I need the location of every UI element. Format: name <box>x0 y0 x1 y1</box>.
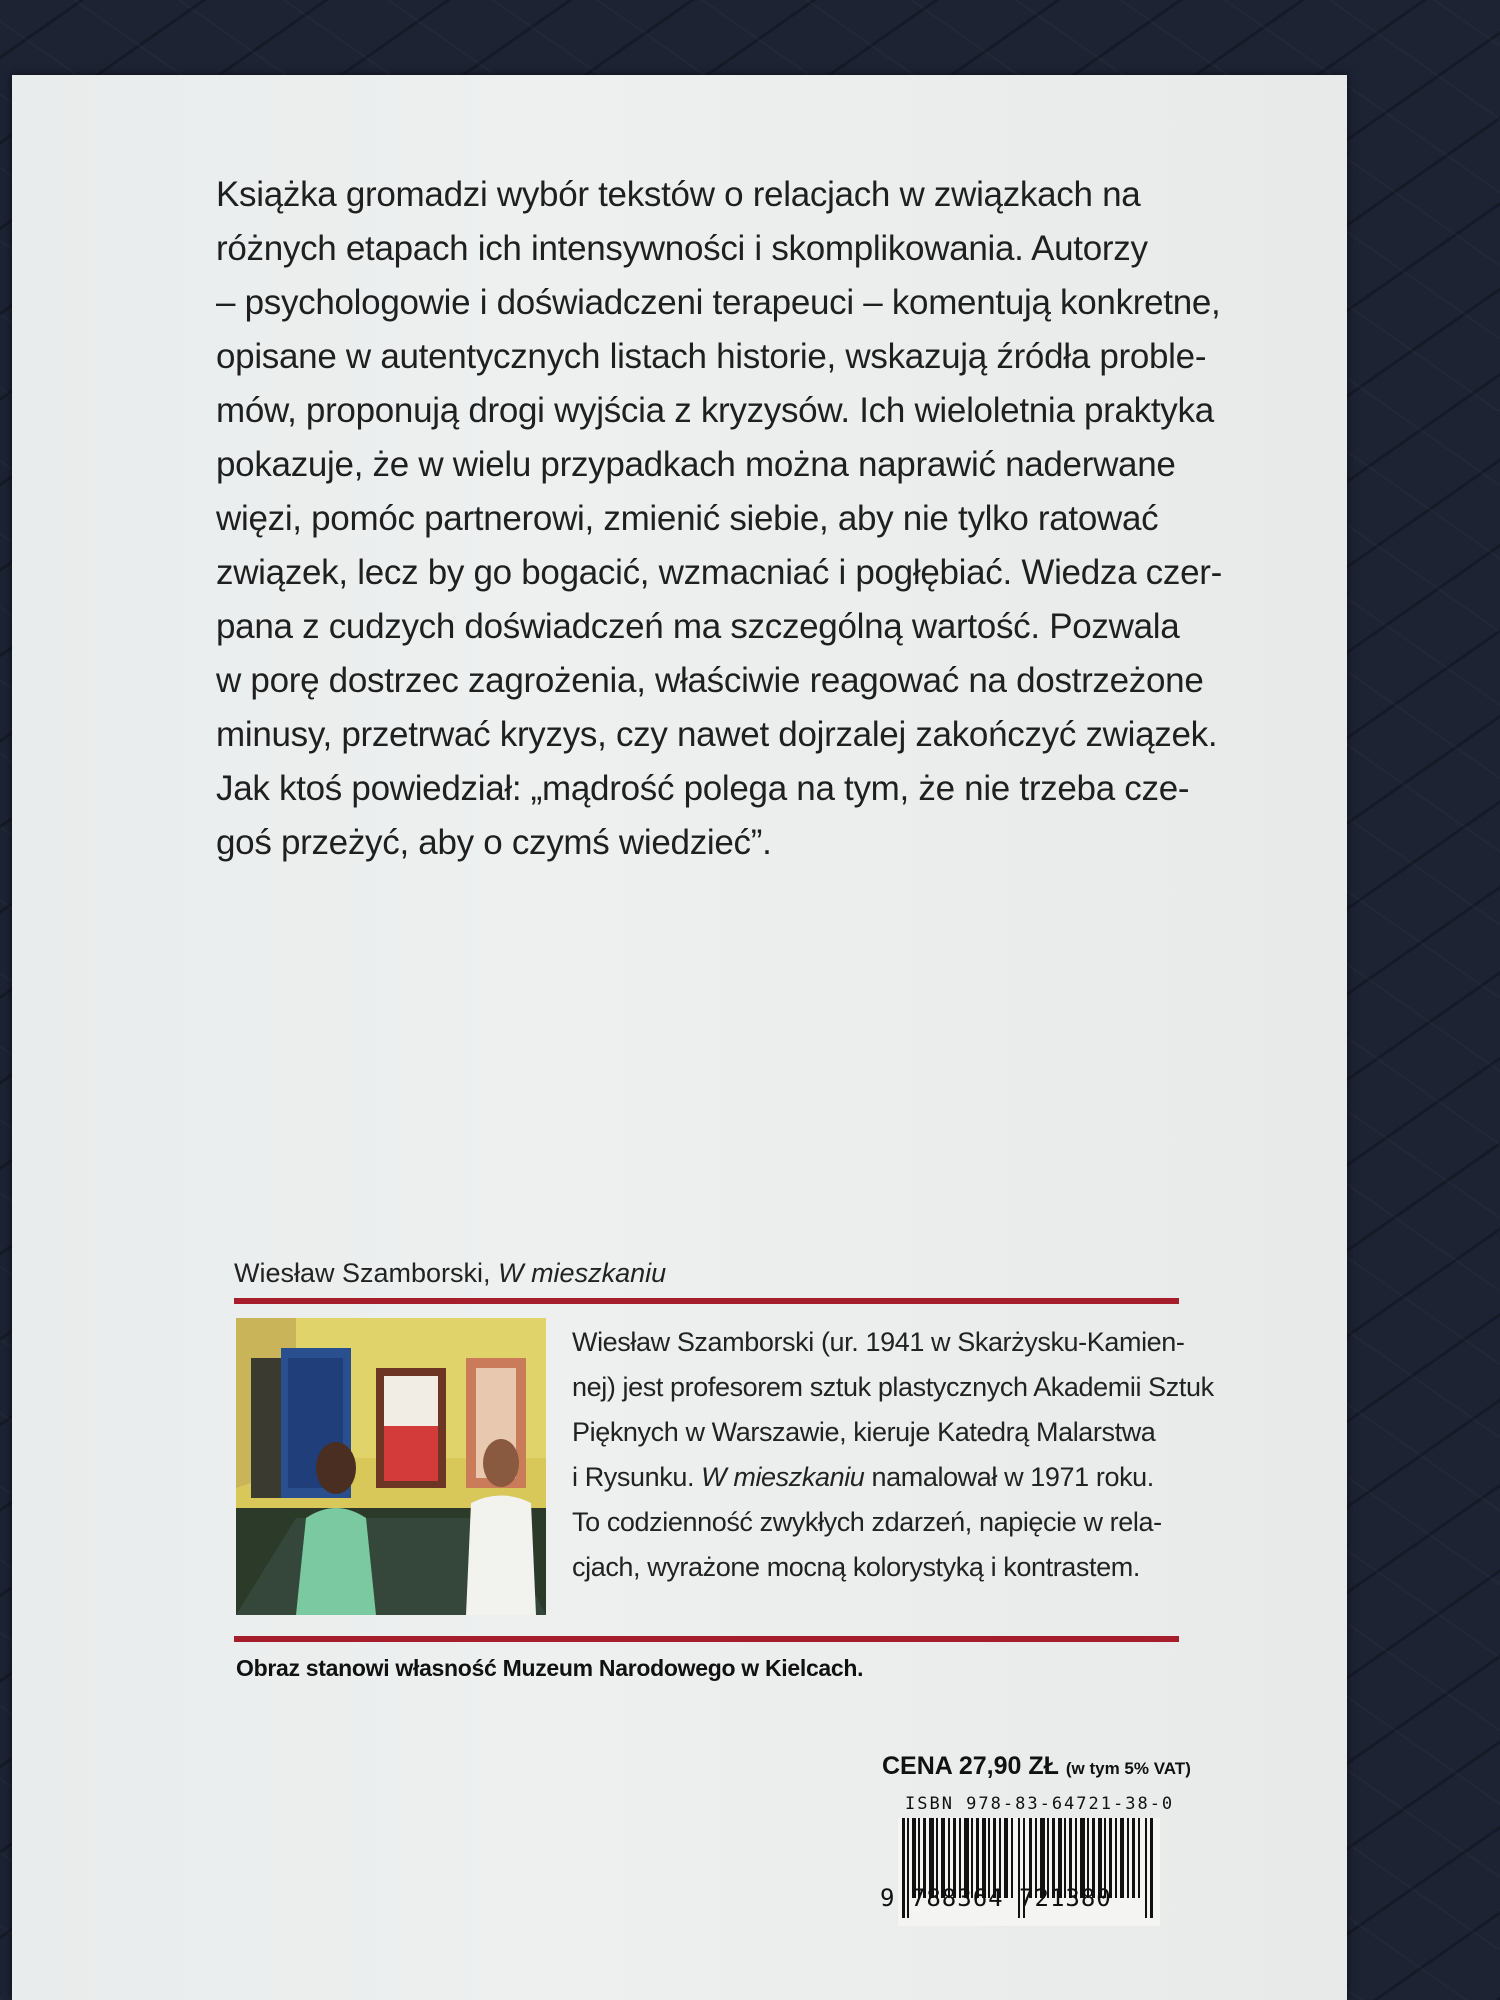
bio-line: To codzienność zwykłych zdarzeń, napięcie w rela- <box>572 1507 1162 1537</box>
blurb-text <box>216 168 1222 870</box>
blurb-line: pana z cudzych doświadczeń ma szczególną wartość. Pozwala <box>216 607 1180 646</box>
bio-line-post: namalował w 1971 roku. <box>871 1462 1154 1492</box>
isbn-label: ISBN 978-83-64721-38-0 <box>905 1794 1175 1814</box>
price-main: CENA 27,90 ZŁ <box>882 1752 1059 1780</box>
blurb-line: goś przeżyć, aby o czymś wiedzieć”. <box>216 823 772 862</box>
blurb-line: pokazuje, że w wielu przypadkach można naprawić naderwane <box>216 445 1176 484</box>
ownership-note: Obraz stanowi własność Muzeum Narodowego w Kielcach. <box>236 1655 864 1681</box>
barcode-digits: 9 788364 721380 <box>880 1884 1112 1912</box>
blurb-line: Książka gromadzi wybór tekstów o relacjach w związkach na <box>216 175 1141 214</box>
painting-author: Wiesław Szamborski, <box>234 1258 491 1288</box>
painting-image <box>236 1318 546 1615</box>
bio-line: nej) jest profesorem sztuk plastycznych Akademii Sztuk <box>572 1372 1214 1402</box>
price-label <box>882 1752 1191 1781</box>
blurb-line: Jak ktoś powiedział: „mądrość polega na tym, że nie trzeba cze- <box>216 769 1190 808</box>
blurb-line: różnych etapach ich intensywności i skomplikowania. Autorzy <box>216 229 1148 268</box>
bio-line: Wiesław Szamborski (ur. 1941 w Skarżysku-Kamien- <box>572 1327 1185 1357</box>
painter-bio <box>572 1320 1214 1590</box>
bio-line: cjach, wyrażone mocną kolorystyką i kontrastem. <box>572 1552 1140 1582</box>
price-vat: (w tym 5% VAT) <box>1065 1759 1191 1778</box>
blurb-line: więzi, pomóc partnerowi, zmienić siebie, aby nie tylko ratować <box>216 499 1159 538</box>
blurb-line: minusy, przetrwać kryzys, czy nawet dojrzalej zakończyć związek. <box>216 715 1218 754</box>
painting-title: W mieszkaniu <box>498 1258 667 1288</box>
blurb-line: związek, lecz by go bogacić, wzmacniać i pogłębiać. Wiedza czer- <box>216 553 1222 592</box>
bio-line-title: W mieszkaniu <box>701 1462 865 1492</box>
blurb-line: opisane w autentycznych listach historie, wskazują źródła proble- <box>216 337 1207 376</box>
bio-line-pre: i Rysunku. <box>572 1462 695 1492</box>
painting-caption <box>234 1258 666 1289</box>
top-red-rule <box>234 1298 1179 1304</box>
blurb-line: w porę dostrzec zagrożenia, właściwie reagować na dostrzeżone <box>216 661 1204 700</box>
blurb-line: – psychologowie i doświadczeni terapeuci – komentują konkretne, <box>216 283 1221 322</box>
bio-line <box>572 1455 1182 1500</box>
bottom-red-rule <box>234 1636 1179 1642</box>
bio-line: Pięknych w Warszawie, kieruje Katedrą Malarstwa <box>572 1417 1156 1447</box>
blurb-line: mów, proponują drogi wyjścia z kryzysów. Ich wieloletnia praktyka <box>216 391 1214 430</box>
